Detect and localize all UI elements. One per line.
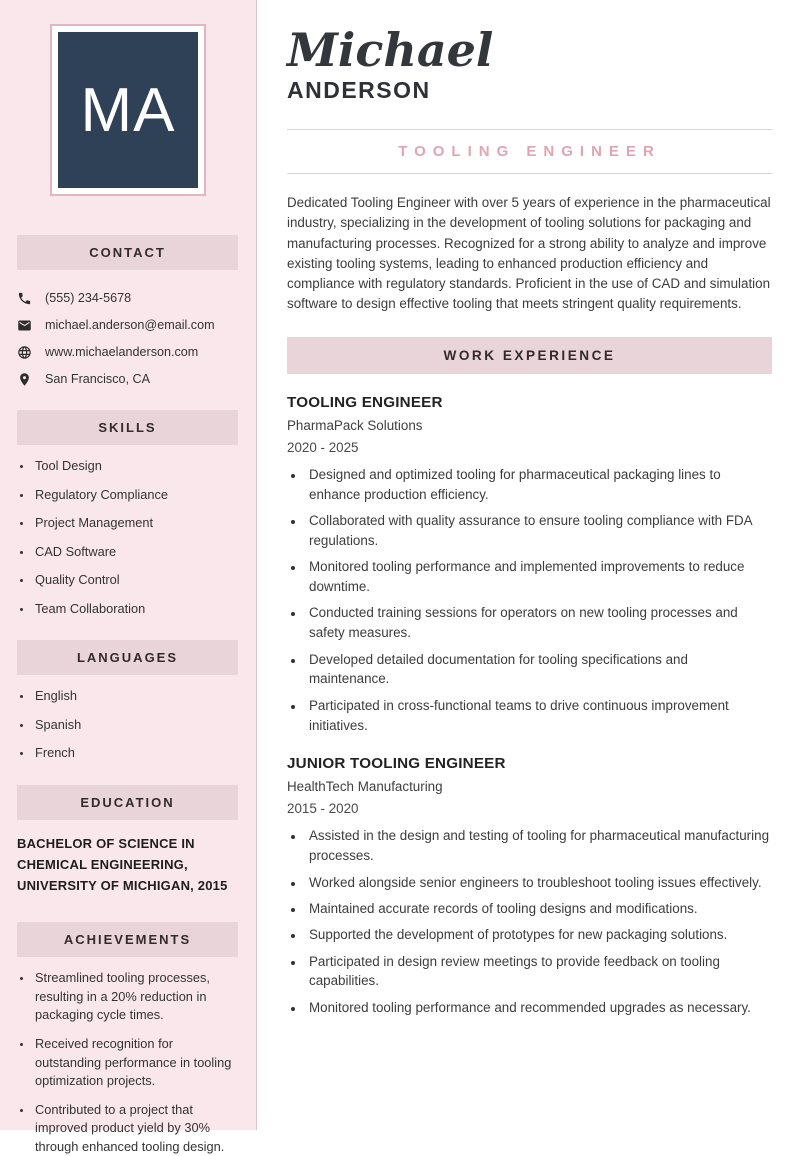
job-bullet: • Supported the development of prototypes for new packaging solutions. — [305, 925, 772, 945]
achievement-item: • Contributed to a project that improved product yield by 30% through enhanced tooling design. — [33, 1101, 238, 1156]
job-bullet: • Maintained accurate records of tooling designs and modifications. — [305, 899, 772, 919]
location-icon — [17, 372, 32, 387]
contact-item-location — [17, 370, 238, 388]
job-bullet: • Conducted training sessions for operators on new tooling processes and safety measures. — [305, 603, 772, 643]
job-bullet: • Monitored tooling performance and implemented improvements to reduce downtime. — [305, 557, 772, 597]
job-title: TOOLING ENGINEER — [287, 393, 443, 411]
job-dates: 2020 - 2025 — [287, 439, 359, 455]
job-bullet-list — [305, 826, 772, 1017]
phone-icon — [17, 291, 32, 306]
contact-section-header: CONTACT — [17, 235, 238, 270]
photo-frame — [50, 24, 206, 196]
job-block — [287, 755, 772, 1017]
summary-text: Dedicated Tooling Engineer with over 5 years of experience in the pharmaceutical industry, specializing in the development of tooling solutions for packaging and manufacturing processes. Recognized for a strong ability to analyze and improve existing tooling systems, leading to enhanced production efficiency and compliance with regulatory standards. Proficient in the use of CAD and simulation software to design effective tooling that meets stringent quality requirements. — [287, 195, 771, 311]
job-bullet: • Participated in cross-functional teams to drive continuous improvement initiatives. — [305, 696, 772, 736]
language-item: • English — [33, 687, 238, 706]
globe-icon — [17, 345, 32, 360]
job-dates: 2015 - 2020 — [287, 801, 359, 817]
job-bullet: • Developed detailed documentation for tooling specifications and maintenance. — [305, 650, 772, 690]
job-title: JUNIOR TOOLING ENGINEER — [287, 755, 506, 773]
job-bullet: • Worked alongside senior engineers to troubleshoot tooling issues effectively. — [305, 873, 772, 893]
achievements-section-header: ACHIEVEMENTS — [17, 922, 238, 957]
job-bullet: • Participated in design review meetings to provide feedback on tooling capabilities. — [305, 952, 772, 992]
skill-item: • Team Collaboration — [33, 600, 238, 619]
achievements-list — [33, 969, 238, 1156]
skill-item: • Tool Design — [33, 457, 238, 476]
skills-list — [33, 457, 238, 618]
achievement-item: • Received recognition for outstanding performance in tooling optimization projects. — [33, 1035, 238, 1091]
languages-section-header: LANGUAGES — [17, 640, 238, 675]
job-company: HealthTech Manufacturing — [287, 779, 443, 795]
skills-section-header: SKILLS — [17, 410, 238, 445]
sidebar — [0, 0, 257, 1154]
contact-list — [0, 270, 256, 388]
email-icon — [17, 318, 32, 333]
contact-email: michael.anderson@email.com — [45, 318, 215, 332]
first-name: Michael — [287, 23, 494, 77]
job-bullet: • Monitored tooling performance and recommended upgrades as necessary. — [305, 998, 772, 1018]
main-column — [257, 0, 800, 1130]
job-block — [287, 394, 772, 735]
contact-item-email — [17, 316, 238, 334]
contact-item-website — [17, 343, 238, 361]
job-bullet-list — [305, 465, 772, 735]
work-experience-header: WORK EXPERIENCE — [287, 337, 772, 374]
avatar-initials: MA — [80, 75, 176, 145]
achievement-item: • Streamlined tooling processes, resulting in a 20% reduction in packaging cycle times. — [33, 969, 238, 1025]
contact-phone: (555) 234-5678 — [45, 291, 132, 305]
job-bullet: • Designed and optimized tooling for pharmaceutical packaging lines to enhance production efficiency. — [305, 465, 772, 505]
avatar — [58, 32, 198, 188]
education-section-header: EDUCATION — [17, 785, 238, 820]
job-title-band: TOOLING ENGINEER — [287, 129, 772, 174]
education-degree: BACHELOR OF SCIENCE IN CHEMICAL ENGINEERING, UNIVERSITY OF MICHIGAN, 2015 — [17, 835, 228, 893]
job-bullet: • Assisted in the design and testing of tooling for pharmaceutical manufacturing processes. — [305, 826, 772, 866]
job-bullet: • Collaborated with quality assurance to ensure tooling compliance with FDA regulations. — [305, 511, 772, 551]
contact-item-phone — [17, 289, 238, 307]
language-item: • French — [33, 744, 238, 763]
language-item: • Spanish — [33, 716, 238, 735]
contact-website: www.michaelanderson.com — [45, 345, 199, 359]
last-name: ANDERSON — [287, 77, 431, 104]
skill-item: • Quality Control — [33, 571, 238, 590]
skill-item: • Project Management — [33, 514, 238, 533]
job-company: PharmaPack Solutions — [287, 417, 423, 433]
contact-location: San Francisco, CA — [45, 372, 150, 386]
languages-list — [33, 687, 238, 763]
skill-item: • CAD Software — [33, 543, 238, 562]
skill-item: • Regulatory Compliance — [33, 486, 238, 505]
